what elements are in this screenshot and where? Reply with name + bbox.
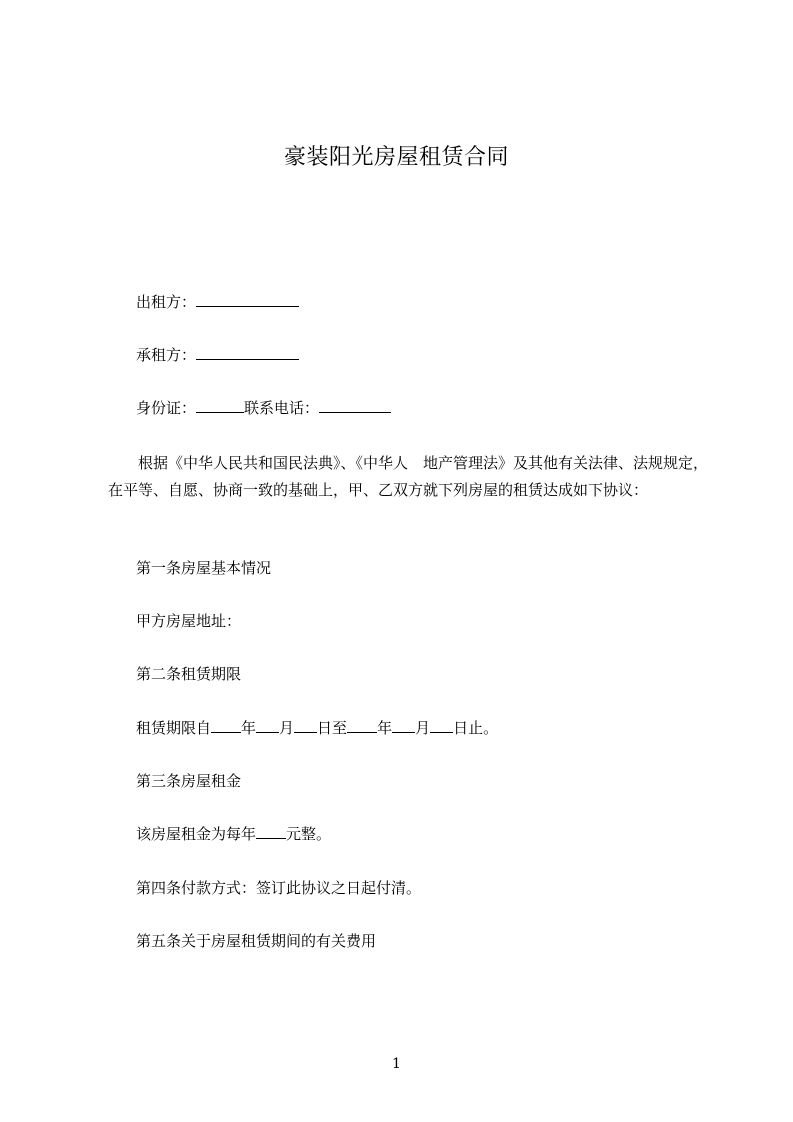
rent-suffix: 元整。 <box>286 825 332 843</box>
article-4-text: 第四条付款方式：签订此协议之日起付清。 <box>136 879 422 897</box>
end-month-blank <box>392 718 415 733</box>
term-day1: 日至 <box>317 719 348 737</box>
address-label: 甲方房屋地址： <box>136 612 242 630</box>
end-day-blank <box>430 718 453 733</box>
lease-term-line <box>136 718 498 738</box>
start-month-blank <box>256 718 279 733</box>
page-number: 1 <box>392 1056 401 1072</box>
id-label: 身份证： <box>136 399 197 417</box>
id-blank <box>196 398 244 413</box>
term-year2: 年 <box>377 719 393 737</box>
term-year1: 年 <box>241 719 257 737</box>
rent-line <box>136 824 331 844</box>
article-3-title: 第三条房屋租金 <box>136 772 242 790</box>
start-year-blank <box>211 718 241 733</box>
phone-blank <box>319 398 391 413</box>
lessor-label: 出租方： <box>136 293 197 311</box>
phone-label: 联系电话： <box>244 399 320 417</box>
lessee-label: 承租方： <box>136 346 197 364</box>
article-1-title: 第一条房屋基本情况 <box>136 559 272 577</box>
lessor-blank <box>196 292 299 307</box>
lessor-line <box>136 292 299 312</box>
term-prefix: 租赁期限自 <box>136 719 212 737</box>
rent-prefix: 该房屋租金为每年 <box>136 825 257 843</box>
term-month1: 月 <box>279 719 295 737</box>
rent-amount-blank <box>256 824 286 839</box>
id-phone-line <box>136 398 391 418</box>
end-year-blank <box>347 718 377 733</box>
lessee-blank <box>196 345 299 360</box>
lessee-line <box>136 345 299 365</box>
document-title: 豪装阳光房屋租赁合同 <box>283 145 509 170</box>
intro-text: 根据《中华人民共和国民法典》、《中华人 地产管理法》及其他有关法律、法规规定，在平等、自愿、协商一致的基础上，甲、乙双方就下列房屋的租赁达成如下协议： <box>108 454 709 499</box>
intro-paragraph <box>108 450 708 504</box>
article-5-title: 第五条关于房屋租赁期间的有关费用 <box>136 932 377 950</box>
term-day2: 日止。 <box>453 719 499 737</box>
article-2-title: 第二条租赁期限 <box>136 665 242 683</box>
term-month2: 月 <box>415 719 431 737</box>
start-day-blank <box>294 718 317 733</box>
